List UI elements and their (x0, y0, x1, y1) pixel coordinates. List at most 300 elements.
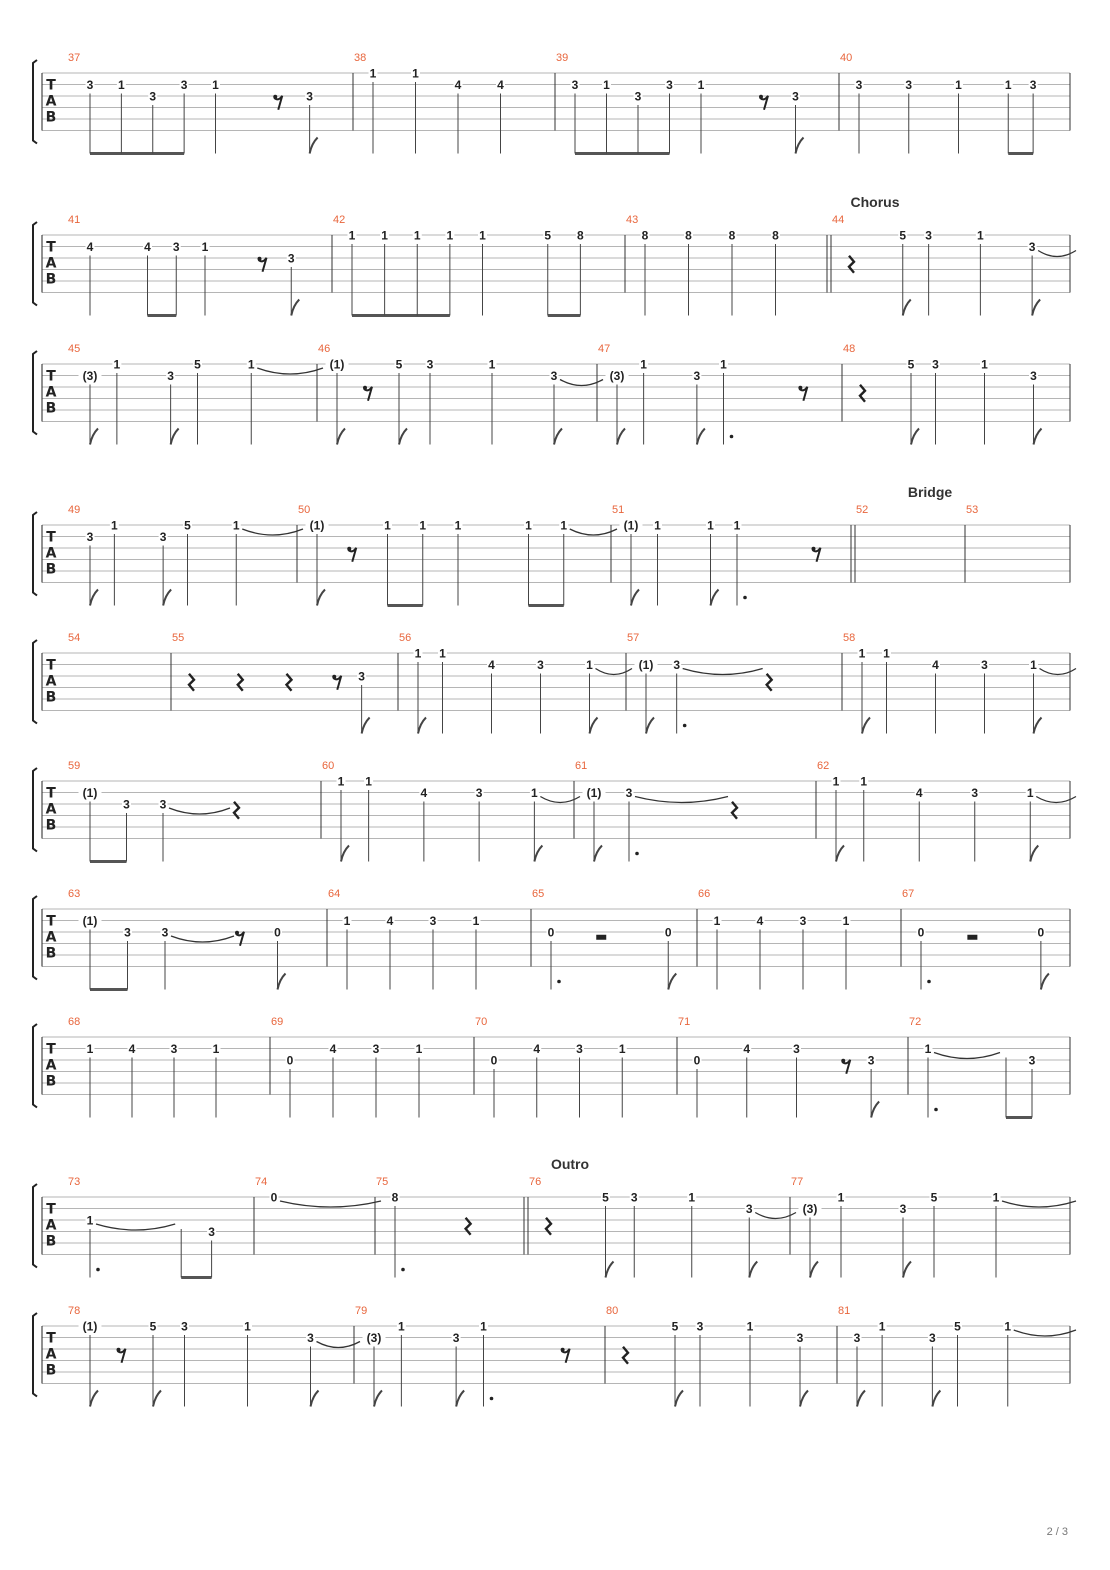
fret-number: 1 (337, 774, 345, 789)
note-flag (1032, 300, 1040, 316)
fret-number: 1 (419, 518, 427, 533)
fret-number: 3 (634, 89, 642, 104)
fret-number: 4 (743, 1042, 751, 1056)
system-bracket (33, 1184, 37, 1268)
measure (68, 632, 80, 644)
eighth-rest-dot (363, 386, 367, 390)
note-flag (399, 429, 407, 445)
note-flag (932, 1391, 940, 1407)
note-flag (456, 1391, 464, 1407)
fret-number: 1 (212, 78, 219, 92)
fret-number: 5 (602, 1190, 609, 1205)
measure (354, 1305, 570, 1407)
fret-number: 8 (577, 228, 584, 243)
fret-number: 3 (167, 369, 174, 383)
fret-number: 3 (855, 78, 863, 92)
fret-number: (3) (609, 369, 625, 383)
eighth-rest-dot (235, 931, 239, 935)
fret-number: (3) (82, 369, 98, 383)
fret-number: 4 (329, 1042, 337, 1056)
fret-number: 1 (586, 658, 593, 672)
fret-number: 0 (274, 925, 281, 940)
fret-number: 3 (693, 369, 701, 383)
fret-number: 5 (671, 1319, 679, 1334)
fret-number: (3) (366, 1331, 382, 1345)
fret-number: 3 (180, 78, 188, 92)
measure (697, 888, 851, 990)
note-flag (668, 974, 676, 990)
tab-clef-letter: T (46, 1041, 56, 1058)
note-flag (836, 846, 844, 862)
fret-number: 4 (386, 914, 394, 928)
section-label: Bridge (907, 484, 953, 500)
note-flag (711, 590, 719, 606)
note-flag (675, 1391, 683, 1407)
note-flag (862, 718, 870, 734)
fret-number: 1 (977, 228, 984, 243)
fret-number: 3 (796, 1331, 804, 1345)
measure-number: 57 (627, 632, 640, 644)
measure (842, 343, 1070, 445)
measure (908, 1016, 1070, 1118)
note-flag (374, 1391, 382, 1407)
fret-number: 1 (381, 228, 388, 243)
fret-number: 1 (746, 1319, 754, 1334)
fret-number: 0 (1037, 925, 1045, 940)
eighth-rest-dot (812, 547, 816, 551)
note-flag (90, 590, 98, 606)
measure (68, 52, 318, 154)
measure (68, 1305, 360, 1407)
fret-number: (1) (586, 786, 602, 800)
system-bracket (33, 222, 37, 306)
fret-number: 0 (490, 1053, 498, 1068)
fret-number: 1 (560, 518, 568, 533)
tab-system (33, 194, 1076, 316)
note-flag (697, 429, 705, 445)
tab-clef-letter: A (45, 384, 57, 401)
tab-clef-letter: A (45, 1217, 57, 1234)
duration-dot (490, 1397, 494, 1401)
tab-clef-letter: T (46, 913, 56, 930)
tie (317, 1342, 361, 1348)
fret-number: 3 (745, 1202, 753, 1216)
note-flag (90, 429, 98, 445)
fret-number: 1 (1004, 78, 1012, 92)
measure (574, 760, 737, 862)
measure-number: 77 (791, 1176, 804, 1188)
fret-number: 3 (452, 1331, 460, 1345)
fret-number: 1 (1026, 786, 1034, 800)
tie (169, 808, 230, 814)
measure (626, 632, 772, 734)
tie (96, 1224, 175, 1230)
tab-clef-letter: B (45, 400, 57, 417)
measure-number: 62 (817, 760, 830, 772)
fret-number: 1 (113, 357, 121, 372)
note-flag (796, 138, 804, 154)
fret-number: 1 (232, 518, 240, 533)
fret-number: 3 (853, 1331, 861, 1345)
measure-number: 58 (843, 632, 856, 644)
fret-number: 1 (86, 1213, 94, 1228)
fret-number: 1 (201, 240, 209, 254)
tie (242, 529, 303, 535)
duration-dot (557, 980, 561, 984)
fret-number: 3 (86, 78, 94, 92)
fret-number: 0 (664, 925, 672, 940)
fret-number: 3 (899, 1202, 907, 1216)
fret-number: 5 (544, 228, 552, 243)
tab-clef-letter: B (45, 271, 57, 288)
measure-number: 52 (856, 504, 869, 516)
tab-system (33, 343, 1070, 445)
fret-number: 4 (454, 78, 462, 92)
note-flag (606, 1262, 614, 1278)
fret-number: 1 (369, 66, 377, 81)
measure (68, 1176, 216, 1278)
tab-system (33, 632, 1076, 734)
note-flag (310, 138, 318, 154)
note-flag (163, 590, 171, 606)
tab-system (33, 52, 1070, 154)
note-flag (341, 846, 349, 862)
fret-number: 4 (488, 658, 495, 672)
fret-number: 1 (654, 518, 661, 533)
tab-clef-letter: B (45, 945, 57, 962)
fret-number: 3 (696, 1319, 704, 1334)
measure-number: 81 (838, 1305, 851, 1317)
fret-number: 3 (981, 658, 988, 672)
tie (934, 1053, 1000, 1059)
fret-number: 1 (720, 357, 727, 372)
fret-number: 1 (707, 518, 714, 533)
fret-number: 3 (932, 357, 939, 372)
tab-clef-letter: B (45, 817, 57, 834)
note-flag (810, 1262, 818, 1278)
note-flag (857, 1391, 865, 1407)
note-flag (1034, 429, 1042, 445)
measure-number: 79 (355, 1305, 368, 1317)
tab-clef-letter: T (46, 77, 56, 94)
measure (816, 760, 1076, 862)
fret-number: 3 (372, 1042, 380, 1056)
fret-number: 1 (860, 774, 868, 789)
fret-number: 3 (307, 1331, 314, 1345)
fret-number: 3 (905, 78, 913, 92)
tab-clef-letter: A (45, 801, 57, 818)
fret-number: 0 (286, 1053, 294, 1068)
fret-number: 8 (391, 1190, 399, 1205)
tie (683, 669, 763, 675)
note-flag (362, 718, 370, 734)
measure-number: 73 (68, 1176, 81, 1188)
fret-number: 3 (426, 357, 434, 372)
fret-number: 1 (832, 774, 840, 789)
fret-number: 1 (981, 357, 988, 372)
eighth-rest-dot (841, 1059, 845, 1063)
measure (842, 632, 1076, 734)
tab-clef-letter: T (46, 368, 56, 385)
note-flag (590, 718, 598, 734)
measure-number: 64 (328, 888, 341, 900)
measure (524, 1176, 796, 1278)
measure (827, 214, 1076, 316)
half-rest (967, 935, 977, 940)
fret-number: 3 (287, 251, 295, 266)
note-flag (1030, 846, 1038, 862)
tab-clef-letter: A (45, 255, 57, 272)
measure-number: 51 (612, 504, 625, 516)
measure-number: 43 (626, 214, 639, 226)
fret-number: 1 (446, 228, 454, 243)
duration-dot (683, 724, 687, 728)
system-bracket (33, 1024, 37, 1108)
fret-number: 3 (630, 1190, 638, 1205)
fret-number: 1 (1030, 658, 1037, 672)
fret-number: 0 (547, 925, 555, 940)
fret-number: 1 (733, 518, 741, 533)
fret-number: 1 (111, 518, 118, 533)
fret-number: 5 (899, 228, 907, 243)
tab-clef-letter: T (46, 1330, 56, 1347)
fret-number: 3 (929, 1331, 936, 1345)
fret-number: 3 (1028, 240, 1036, 254)
duration-dot (96, 1268, 100, 1272)
measure (68, 1016, 221, 1118)
note-flag (554, 429, 562, 445)
measure (297, 504, 617, 606)
tie (280, 1201, 381, 1207)
measure (353, 52, 505, 154)
fret-number: 1 (212, 1042, 220, 1056)
measure-number: 80 (606, 1305, 619, 1317)
fret-number: (1) (623, 518, 639, 533)
fret-number: 1 (837, 1190, 845, 1205)
tab-clef-letter: A (45, 673, 57, 690)
tab-system (33, 1016, 1070, 1118)
fret-number: 1 (955, 78, 962, 92)
fret-number: 1 (472, 914, 480, 928)
measure-number: 60 (322, 760, 335, 772)
fret-number: 1 (118, 78, 125, 92)
page-number: 2 / 3 (1046, 1526, 1068, 1538)
measure (171, 632, 370, 734)
fret-number: 1 (413, 228, 421, 243)
measure (531, 888, 676, 990)
fret-number: 3 (172, 240, 180, 254)
fret-number: 3 (799, 914, 807, 928)
measure-number: 69 (271, 1016, 284, 1028)
fret-number: 4 (932, 658, 939, 672)
note-flag (311, 1391, 319, 1407)
measure-number: 76 (529, 1176, 542, 1188)
fret-number: 3 (123, 797, 130, 812)
note-flag (90, 1391, 98, 1407)
tab-clef-letter: T (46, 657, 56, 674)
measure (375, 1176, 471, 1278)
measure-number: 61 (575, 760, 588, 772)
fret-number: 3 (475, 786, 483, 800)
note-flag (171, 429, 179, 445)
section-label: Outro (550, 1156, 590, 1172)
duration-dot (635, 852, 639, 856)
eighth-rest-dot (332, 675, 336, 679)
fret-number: 3 (159, 530, 167, 544)
tab-clef-letter: T (46, 239, 56, 256)
fret-number: 3 (181, 1319, 188, 1334)
measure (597, 343, 807, 445)
fret-number: 3 (159, 797, 167, 812)
fret-number: 1 (531, 786, 538, 800)
fret-number: 3 (625, 786, 633, 800)
measure-number: 66 (698, 888, 711, 900)
fret-number: 1 (479, 228, 486, 243)
tab-system (33, 760, 1076, 862)
measure-number: 55 (172, 632, 185, 644)
fret-number: 1 (992, 1190, 1000, 1205)
fret-number: 1 (247, 357, 255, 372)
eighth-rest-dot (561, 1348, 565, 1352)
measure (605, 1305, 808, 1407)
fret-number: 4 (915, 786, 923, 800)
fret-number: (1) (82, 786, 98, 800)
measure (332, 214, 585, 316)
fret-number: 3 (1029, 78, 1037, 92)
fret-number: 3 (971, 786, 979, 800)
fret-number: 3 (537, 658, 544, 672)
system-bracket (33, 351, 37, 435)
note-flag (1034, 718, 1042, 734)
fret-number: 3 (792, 89, 799, 104)
measure (68, 760, 239, 862)
tab-system (33, 484, 1070, 606)
measure-number: 44 (832, 214, 845, 226)
fret-number: 1 (842, 914, 850, 928)
fret-number: 3 (170, 1042, 178, 1056)
eighth-rest-dot (759, 95, 763, 99)
system-bracket (33, 640, 37, 724)
note-flag (749, 1262, 757, 1278)
tab-clef-letter: T (46, 1201, 56, 1218)
note-flag (871, 1102, 879, 1118)
measure-number: 71 (678, 1016, 691, 1028)
tie (1014, 1330, 1076, 1336)
duration-dot (743, 596, 747, 600)
fret-number: 3 (550, 369, 558, 383)
measure (839, 52, 1070, 154)
fret-number: 3 (576, 1042, 583, 1056)
measure (68, 343, 323, 445)
fret-number: 3 (925, 228, 932, 243)
measure (68, 214, 299, 316)
fret-number: 3 (306, 89, 313, 104)
fret-number: 4 (756, 914, 764, 928)
fret-number: 3 (1030, 369, 1037, 383)
section-label: Chorus (850, 194, 900, 210)
note-flag (903, 300, 911, 316)
fret-number: 8 (728, 228, 736, 243)
measure-number: 75 (376, 1176, 389, 1188)
fret-number: (1) (638, 658, 654, 672)
fret-number: 8 (685, 228, 692, 243)
fret-number: 4 (497, 78, 504, 92)
fret-number: 1 (348, 228, 356, 243)
measure (474, 1016, 627, 1118)
system-bracket (33, 768, 37, 852)
measure-number: 37 (68, 52, 81, 64)
duration-dot (934, 1108, 938, 1112)
fret-number: 3 (208, 1225, 215, 1239)
fret-number: 1 (454, 518, 462, 533)
measure-number: 68 (68, 1016, 81, 1028)
fret-number: (3) (802, 1202, 818, 1216)
measure-number: 41 (68, 214, 81, 226)
note-flag (534, 846, 542, 862)
tab-clef-letter: T (46, 529, 56, 546)
measure-number: 45 (68, 343, 81, 355)
measure-number: 67 (902, 888, 915, 900)
note-flag (911, 429, 919, 445)
measure (327, 888, 481, 990)
tab-clef-letter: B (45, 689, 57, 706)
fret-number: 1 (414, 646, 422, 661)
fret-number: 3 (149, 89, 157, 104)
measure (625, 214, 780, 316)
fret-number: 3 (673, 658, 681, 672)
fret-number: 3 (358, 669, 365, 684)
measure-number: 56 (399, 632, 412, 644)
duration-dot (730, 435, 734, 439)
fret-number: 1 (415, 1042, 423, 1056)
fret-number: 5 (149, 1319, 157, 1334)
note-flag (800, 1391, 808, 1407)
tie (635, 797, 728, 803)
eighth-rest-dot (347, 547, 351, 551)
fret-number: (1) (82, 914, 98, 928)
tab-clef-letter: B (45, 1233, 57, 1250)
measure-number: 74 (255, 1176, 268, 1188)
fret-number: 3 (1028, 1053, 1036, 1068)
fret-number: 1 (384, 518, 391, 533)
fret-number: 1 (1004, 1319, 1012, 1334)
fret-number: 0 (270, 1190, 278, 1205)
tab-system (33, 888, 1070, 990)
measure-number: 40 (840, 52, 853, 64)
system-bracket (33, 1313, 37, 1397)
fret-number: (1) (309, 518, 325, 533)
measure (611, 504, 821, 606)
measure-number: 38 (354, 52, 367, 64)
fret-number: (1) (329, 357, 345, 372)
fret-number: 1 (603, 78, 610, 92)
fret-number: 3 (666, 78, 673, 92)
measure-number: 46 (318, 343, 331, 355)
fret-number: 5 (930, 1190, 938, 1205)
system-bracket (33, 896, 37, 980)
fret-number: 1 (924, 1042, 932, 1056)
fret-number: 3 (793, 1042, 800, 1056)
measure-number: 54 (68, 632, 81, 644)
fret-number: 1 (488, 357, 496, 372)
fret-number: 1 (398, 1319, 405, 1334)
tab-clef-letter: A (45, 1057, 57, 1074)
fret-number: 4 (86, 240, 94, 254)
tie (171, 936, 234, 942)
measure-number: 42 (333, 214, 346, 226)
tab-clef-letter: T (46, 785, 56, 802)
fret-number: 3 (571, 78, 579, 92)
